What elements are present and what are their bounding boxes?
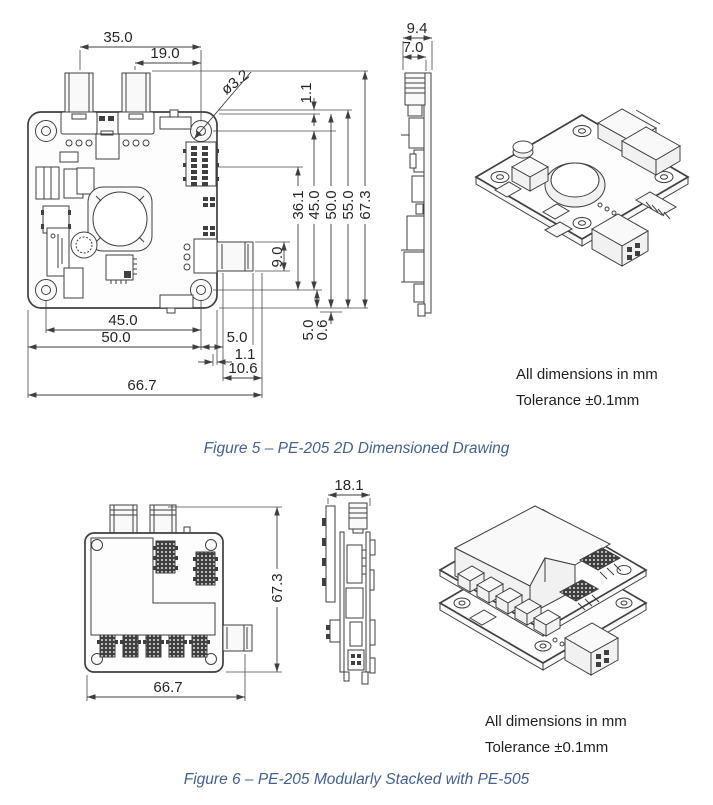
figure5-note-units: All dimensions in mm [516, 366, 658, 383]
stack-front-view [85, 505, 286, 701]
dim-5-0-tab: 5.0 [300, 319, 317, 341]
dim-66-7-stack: 66.7 [153, 679, 183, 696]
bottom-headers [97, 635, 210, 657]
dim-55: 55.0 [340, 190, 357, 220]
dim-1-1-top: 1.1 [298, 82, 315, 104]
dim-10-6: 10.6 [228, 360, 258, 377]
stack-side-view [322, 477, 375, 684]
dim-35: 35.0 [103, 29, 133, 46]
pcb-side-view [401, 20, 432, 316]
figure6-caption: Figure 6 – PE-205 Modularly Stacked with PE-505 [183, 771, 530, 788]
dim-50-h: 50.0 [101, 329, 131, 346]
side-connector [184, 239, 253, 273]
figure6-note-tolerance: Tolerance ±0.1mm [485, 739, 609, 756]
dim-9-4: 9.4 [406, 20, 428, 37]
dim-9-0: 9.0 [269, 246, 286, 268]
dim-7-0: 7.0 [402, 39, 424, 56]
stack-iso-view [440, 506, 646, 675]
figure6-note-units: All dimensions in mm [485, 713, 627, 730]
figure6-notes [485, 709, 627, 761]
dim-19: 19.0 [150, 45, 180, 62]
dim-50-v: 50.0 [323, 190, 340, 220]
dim-36-1: 36.1 [290, 190, 307, 220]
dim-66-7: 66.7 [127, 377, 157, 394]
figure5-note-tolerance: Tolerance ±0.1mm [516, 392, 640, 409]
dim-1-1-bot: 1.1 [234, 346, 256, 363]
dim-18-1: 18.1 [334, 477, 364, 494]
figure5-caption: Figure 5 – PE-205 2D Dimensioned Drawing [203, 440, 510, 457]
dim-45-h: 45.0 [108, 312, 138, 329]
dim-45-v: 45.0 [306, 190, 323, 220]
dim-0-6-tab: 0.6 [314, 319, 331, 341]
dim-67-3: 67.3 [357, 190, 374, 220]
dim-67-3-stack: 67.3 [269, 573, 286, 603]
figure5-notes [516, 362, 658, 414]
header-2x7 [183, 142, 219, 186]
dim-hole-diameter: ø3.2 [218, 66, 253, 99]
dim-5-0-h: 5.0 [226, 329, 248, 346]
